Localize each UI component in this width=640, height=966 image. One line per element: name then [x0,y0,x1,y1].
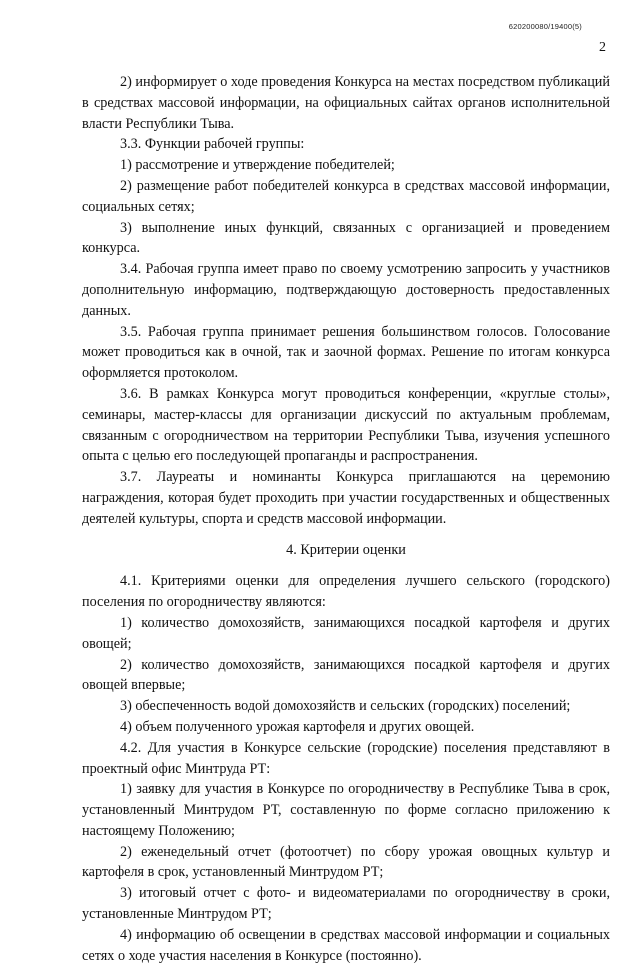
list-item: 3) выполнение иных функций, связанных с организацией и проведением конкурса. [82,219,610,257]
paragraph: 2) информирует о ходе проведения Конкурса на местах посредством публикаций в средствах массовой информации, на официальных сайтах органов исполнительной власти Республики Тыва. [82,74,610,132]
section-heading: 4. Критерии оценки [286,541,406,558]
paragraph: 3.4. Рабочая группа имеет право по своему усмотрению запросить у участников дополнительную информацию, подтверждающую достоверность предоставленных данных. [82,261,610,319]
document-body [82,72,610,966]
list-item: 3) обеспеченность водой домохозяйств и сельских (городских) поселений; [120,698,571,715]
list-item: 4) объем полученного урожая картофеля и других овощей. [120,718,475,735]
list-item: 1) рассмотрение и утверждение победителей; [120,157,395,174]
document-code: 620200080/19400(5) [508,22,582,31]
paragraph: 3.5. Рабочая группа принимает решения большинством голосов. Голосование может проводиться как в очной, так и заочной формах. Решение по итогам конкурса оформляется протоколом. [82,323,610,382]
list-item: 2) количество домохозяйств, занимающихся посадкой картофеля и других овощей впервые; [82,656,610,694]
paragraph: 3.6. В рамках Конкурса могут проводиться конференции, «круглые столы», семинары, мастер-классы для организации дискуссий по актуальным проблемам, связанным с огородничеством на территории Республики Тыва, изучения успешного опыта с целью его последующей пропаганды и распространения. [82,385,610,465]
paragraph: 3.3. Функции рабочей группы: [120,136,305,153]
paragraph: 3.7. Лауреаты и номинанты Конкурса приглашаются на церемонию награждения, которая будет проходить при участии государственных и общественных деятелей культуры, спорта и средств массовой информации. [82,469,610,527]
list-item: 2) размещение работ победителей конкурса в средствах массовой информации, социальных сетях; [82,177,610,215]
page-number: 2 [599,40,606,55]
list-item: 4) информацию об освещении в средствах массовой информации и социальных сетях о ходе участия населения в Конкурсе (постоянно). [82,926,610,964]
list-item: 3) итоговый отчет с фото- и видеоматериалами по огородничеству в сроки, установленные Минтрудом РТ; [82,885,610,923]
paragraph: 4.2. Для участия в Конкурсе сельские (городские) поселения представляют в проектный офис Минтруда РТ: [82,739,610,777]
list-item: 1) заявку для участия в Конкурсе по огородничеству в Республике Тыва в срок, установленный Минтрудом РТ, составленную по форме согласно приложению к настоящему Положению; [82,781,610,839]
list-item: 1) количество домохозяйств, занимающихся посадкой картофеля и других овощей; [82,614,610,652]
paragraph: 4.1. Критериями оценки для определения лучшего сельского (городского) поселения по огородничеству являются: [82,573,610,611]
list-item: 2) еженедельный отчет (фотоотчет) по сбору урожая овощных культур и картофеля в срок, установленный Минтрудом РТ; [82,843,610,881]
